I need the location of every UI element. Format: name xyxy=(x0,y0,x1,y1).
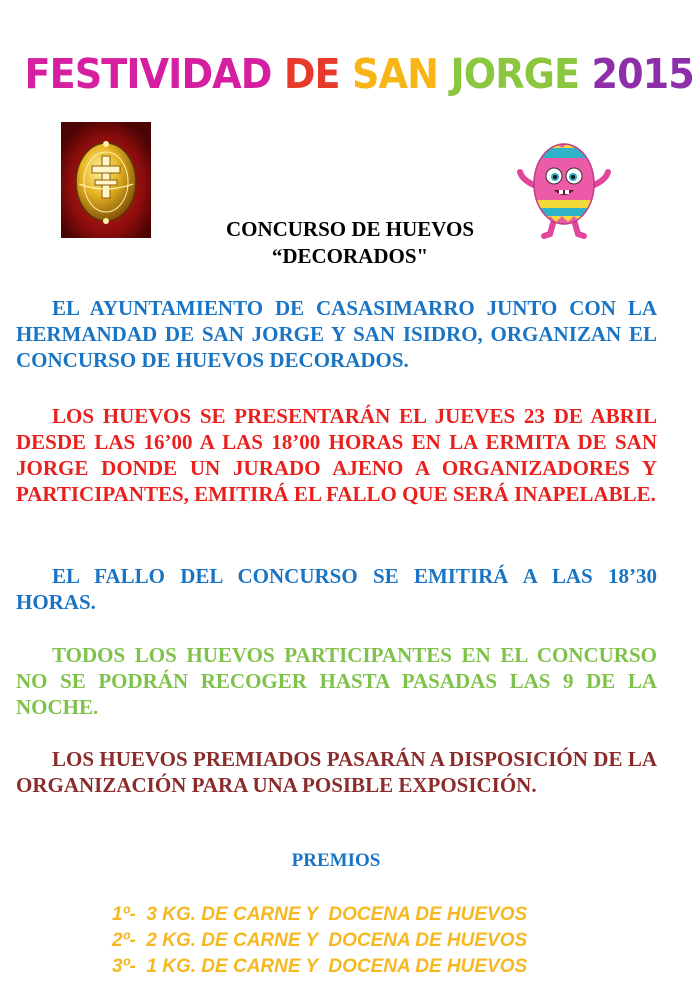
page-title xyxy=(24,50,694,98)
title-word: SAN xyxy=(352,50,439,98)
title-word: DE xyxy=(283,50,340,98)
title-word: JORGE xyxy=(450,50,580,98)
paragraph-pickup: TODOS LOS HUEVOS PARTICIPANTES EN EL CONCURSO NO SE PODRÁN RECOGER HASTA PASADAS LAS 9 DE LA NOCHE. xyxy=(16,643,657,719)
title-word: 2015 xyxy=(591,50,694,98)
paragraph-presentation: LOS HUEVOS SE PRESENTARÁN EL JUEVES 23 DE ABRIL DESDE LAS 16’00 A LAS 18’00 HORAS EN LA ERMITA DE SAN JORGE DONDE UN JURADO AJENO A ORGANIZADORES Y PARTICIPANTES, EMITIRÁ EL FALLO QUE SERÁ INAPELABLE. xyxy=(16,404,657,506)
title-word: FESTIVIDAD xyxy=(24,50,272,98)
paragraph-exhibition: LOS HUEVOS PREMIADOS PASARÁN A DISPOSICIÓN DE LA ORGANIZACIÓN PARA UNA POSIBLE EXPOSICIÓN. xyxy=(16,747,657,797)
prize-item: 1º- 3 KG. DE CARNE Y DOCENA DE HUEVOS xyxy=(112,904,528,925)
paragraph-organizers: EL AYUNTAMIENTO DE CASASIMARRO JUNTO CON LA HERMANDAD DE SAN JORGE Y SAN ISIDRO, ORGANIZAN EL CONCURSO DE HUEVOS DECORADOS. xyxy=(16,296,657,372)
prize-item: 2º- 2 KG. DE CARNE Y DOCENA DE HUEVOS xyxy=(112,930,528,951)
prize-item: 3º- 1 KG. DE CARNE Y DOCENA DE HUEVOS xyxy=(112,956,528,977)
prizes-heading: PREMIOS xyxy=(291,850,381,871)
paragraph-verdict-time: EL FALLO DEL CONCURSO SE EMITIRÁ A LAS 18’30 HORAS. xyxy=(16,564,657,614)
contest-title-line1: CONCURSO DE HUEVOS xyxy=(225,217,475,241)
contest-title-line2: “DECORADOS" xyxy=(271,244,429,268)
prizes-list xyxy=(112,902,592,980)
